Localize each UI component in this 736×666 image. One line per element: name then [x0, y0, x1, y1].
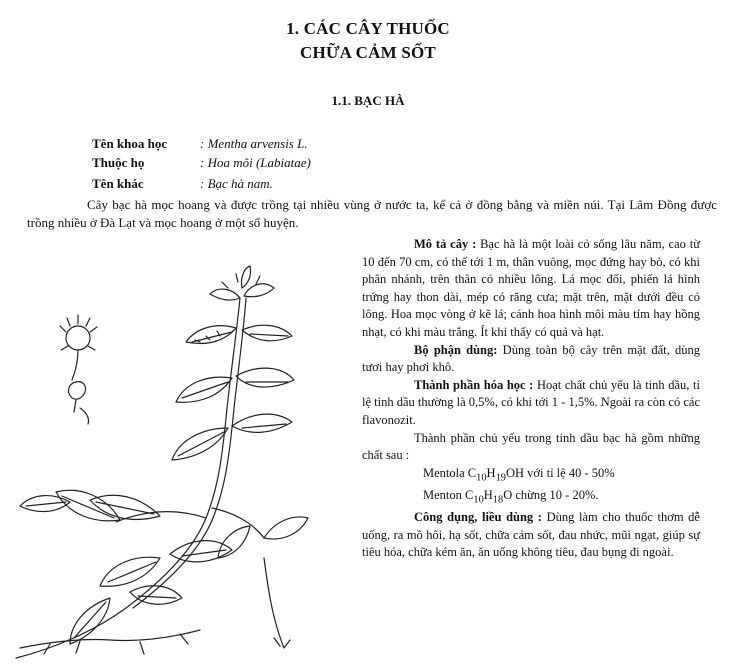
meta-value: : Hoa môi (Labiatae)	[200, 155, 311, 170]
plant-drawing-icon	[10, 258, 350, 661]
composition-text: Hoạt chất chủ yếu là tinh dầu, tỉ lệ tinh dầu thường là 0,5%, có khi tới 1 - 1,5%. Ngoài ra còn có các flavonozit.	[362, 377, 700, 427]
composition-paragraph	[362, 377, 700, 430]
meta-label: Thuộc họ	[92, 155, 145, 170]
usage-paragraph	[362, 509, 700, 562]
meta-other-name	[92, 175, 273, 193]
parts-used-heading: Bộ phận dùng:	[414, 342, 498, 357]
composition-paragraph-2: Thành phần chủ yếu trong tinh dầu bạc hà gồm những chất sau :	[362, 430, 700, 463]
compound-menton: Menton $C_{10}H_{18}O$ chừng 10 - 20%.	[423, 487, 599, 506]
parts-used-paragraph	[362, 342, 700, 377]
meta-label: Tên khoa học	[92, 136, 168, 151]
text-column	[362, 236, 700, 562]
description-heading: Mô tả cây :	[414, 237, 477, 251]
meta-value: : Mentha arvensis L.	[200, 136, 308, 151]
chapter-title-line2: CHỮA CẢM SỐT	[300, 43, 436, 62]
description-paragraph	[362, 236, 700, 342]
chapter-title-line1: 1. CÁC CÂY THUỐC	[286, 19, 450, 38]
mint-plant-illustration	[10, 258, 350, 661]
parts-used-text: Dùng toàn bộ cây trên mặt đất, dùng tươi hay phơi khô.	[362, 342, 701, 375]
meta-value: : Bạc hà nam.	[200, 176, 273, 191]
description-text: Bạc hà là một loài cỏ sống lâu năm, cao từ 10 đến 70 cm, có thể tới 1 m, thân vuông, mọc đứng hay bò, có khi phân nhánh, trên thân có nhiều lông. Lá mọc đối, phiến lá hình trứng hay thon dài, mép có răng cưa; mặt trên, mặt dưới đều có lông. Hoa mọc vòng ở kẽ lá; cánh hoa hình môi màu tím hay hồng nhạt, có khi màu trắng. Ít khi thấy có quả và hạt.	[362, 237, 700, 339]
meta-scientific-name	[92, 135, 308, 153]
meta-label: Tên khác	[92, 176, 144, 191]
compound-mentola: Mentola $C_{10}H_{19}OH$ với tỉ lệ 40 - 50%	[423, 465, 615, 484]
usage-text: Dùng làm cho thuốc thơm dễ uống, ra mồ hôi, hạ sốt, chữa cảm sốt, đau nhức, mũi ngạt, giúp sự tiêu hóa, chữa kém ăn, ăn uống không tiêu, đau bụng đi ngoài.	[362, 509, 700, 560]
intro-paragraph: Cây bạc hà mọc hoang và được trồng tại nhiều vùng ở nước ta, kể cả ở đồng bằng và miền núi. Tại Lâm Đồng được trồng nhiều ở Đà Lạt và mọc hoang ở một số huyện.	[27, 197, 717, 230]
composition-heading: Thành phần hóa học :	[414, 377, 534, 392]
section-title: 1.1. BẠC HÀ	[331, 93, 405, 108]
meta-family	[92, 154, 311, 172]
usage-heading: Công dụng, liều dùng :	[414, 509, 542, 524]
